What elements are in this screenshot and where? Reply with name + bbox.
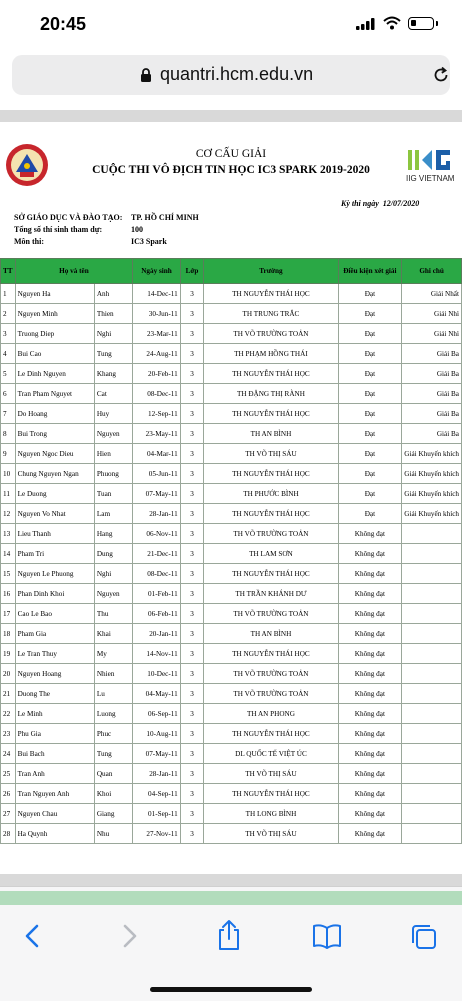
table-row (1, 584, 462, 604)
date-of-birth-cell: 21-Dec-11 (133, 544, 180, 564)
note-cell (402, 824, 462, 844)
row-number-cell: 17 (1, 604, 16, 624)
first-name-cell: My (94, 644, 132, 664)
table-row (1, 604, 462, 624)
last-name-cell: Truong Diep (15, 324, 94, 344)
school-cell: TH VÕ TRƯỜNG TOẢN (204, 324, 338, 344)
header-note: Ghi chú (402, 259, 462, 284)
row-number-cell: 1 (1, 284, 16, 304)
last-name-cell: Bui Trong (15, 424, 94, 444)
row-number-cell: 6 (1, 384, 16, 404)
browser-toolbar (0, 886, 462, 1001)
row-number-cell: 5 (1, 364, 16, 384)
grade-cell: 3 (180, 524, 204, 544)
grade-cell: 3 (180, 424, 204, 444)
last-name-cell: Bui Bach (15, 744, 94, 764)
table-row (1, 464, 462, 484)
bookmarks-icon[interactable] (312, 923, 342, 949)
table-row (1, 784, 462, 804)
info-label-department: SỞ GIÁO DỤC VÀ ĐÀO TẠO: (14, 213, 123, 222)
condition-cell: Không đạt (338, 764, 402, 784)
condition-cell: Không đạt (338, 544, 402, 564)
grade-cell: 3 (180, 584, 204, 604)
school-cell: TH PHƯỚC BÌNH (204, 484, 338, 504)
note-cell: Giải Khuyến khích (402, 444, 462, 464)
date-of-birth-cell: 06-Nov-11 (133, 524, 180, 544)
exam-date (341, 199, 419, 208)
table-row (1, 564, 462, 584)
grade-cell: 3 (180, 404, 204, 424)
next-page-peek (0, 891, 462, 905)
table-row (1, 424, 462, 444)
school-cell: TH VÕ THỊ SÁU (204, 444, 338, 464)
first-name-cell: Hang (94, 524, 132, 544)
school-cell: TH LAM SƠN (204, 544, 338, 564)
note-cell (402, 564, 462, 584)
grade-cell: 3 (180, 704, 204, 724)
date-of-birth-cell: 07-May-11 (133, 744, 180, 764)
date-of-birth-cell: 27-Nov-11 (133, 824, 180, 844)
table-row (1, 544, 462, 564)
last-name-cell: Nguyen Hoang (15, 664, 94, 684)
school-cell: TH NGUYỄN THÁI HỌC (204, 464, 338, 484)
condition-cell: Đạt (338, 424, 402, 444)
first-name-cell: Thien (94, 304, 132, 324)
exam-date-label: Kỳ thi ngày (341, 199, 379, 208)
condition-cell: Không đạt (338, 724, 402, 744)
last-name-cell: Pham Gia (15, 624, 94, 644)
last-name-cell: Nguyen Chau (15, 804, 94, 824)
header-grade: Lớp (180, 259, 204, 284)
table-row (1, 484, 462, 504)
note-cell: Giải Khuyến khích (402, 464, 462, 484)
table-header-row (1, 259, 462, 284)
table-row (1, 404, 462, 424)
last-name-cell: Do Hoang (15, 404, 94, 424)
last-name-cell: Le Duong (15, 484, 94, 504)
info-label-participants: Tổng số thí sinh tham dự: (14, 225, 103, 234)
header-dob: Ngày sinh (133, 259, 180, 284)
school-cell: TH NGUYỄN THÁI HỌC (204, 284, 338, 304)
date-of-birth-cell: 30-Jun-11 (133, 304, 180, 324)
info-label-subject: Môn thi: (14, 237, 44, 246)
row-number-cell: 14 (1, 544, 16, 564)
condition-cell: Không đạt (338, 644, 402, 664)
row-number-cell: 3 (1, 324, 16, 344)
date-of-birth-cell: 04-Sep-11 (133, 784, 180, 804)
note-cell (402, 804, 462, 824)
grade-cell: 3 (180, 564, 204, 584)
date-of-birth-cell: 24-Aug-11 (133, 344, 180, 364)
grade-cell: 3 (180, 544, 204, 564)
date-of-birth-cell: 20-Jan-11 (133, 624, 180, 644)
last-name-cell: Phu Gia (15, 724, 94, 744)
address-bar[interactable] (12, 55, 450, 95)
table-row (1, 684, 462, 704)
first-name-cell: Dung (94, 544, 132, 564)
first-name-cell: Giang (94, 804, 132, 824)
row-number-cell: 10 (1, 464, 16, 484)
condition-cell: Không đạt (338, 784, 402, 804)
first-name-cell: Huy (94, 404, 132, 424)
row-number-cell: 27 (1, 804, 16, 824)
table-row (1, 444, 462, 464)
reload-icon[interactable] (432, 66, 450, 84)
row-number-cell: 16 (1, 584, 16, 604)
grade-cell: 3 (180, 484, 204, 504)
row-number-cell: 19 (1, 644, 16, 664)
date-of-birth-cell: 01-Sep-11 (133, 804, 180, 824)
date-of-birth-cell: 04-May-11 (133, 684, 180, 704)
school-cell: TH AN PHONG (204, 704, 338, 724)
partner-label: IIG VIETNAM (406, 174, 455, 183)
school-cell: TH VÕ TRƯỜNG TOẢN (204, 684, 338, 704)
condition-cell: Đạt (338, 324, 402, 344)
last-name-cell: Nguyen Vo Nhat (15, 504, 94, 524)
document-title-1: CƠ CẤU GIẢI (195, 148, 267, 160)
status-time: 20:45 (40, 14, 87, 34)
last-name-cell: Nguyen Ngoc Dieu (15, 444, 94, 464)
condition-cell: Không đạt (338, 804, 402, 824)
note-cell (402, 744, 462, 764)
last-name-cell: Le Dinh Nguyen (15, 364, 94, 384)
note-cell (402, 644, 462, 664)
note-cell (402, 624, 462, 644)
last-name-cell: Duong The (15, 684, 94, 704)
date-of-birth-cell: 05-Jun-11 (133, 464, 180, 484)
date-of-birth-cell: 10-Dec-11 (133, 664, 180, 684)
row-number-cell: 23 (1, 724, 16, 744)
grade-cell: 3 (180, 344, 204, 364)
condition-cell: Đạt (338, 304, 402, 324)
last-name-cell: Tran Nguyen Anh (15, 784, 94, 804)
first-name-cell: Khai (94, 624, 132, 644)
row-number-cell: 20 (1, 664, 16, 684)
condition-cell: Đạt (338, 284, 402, 304)
first-name-cell: Khang (94, 364, 132, 384)
url-text[interactable]: quantri.hcm.edu.vn (160, 64, 314, 84)
results-table (0, 258, 462, 844)
school-cell: TH VÕ THỊ SÁU (204, 824, 338, 844)
condition-cell: Đạt (338, 484, 402, 504)
condition-cell: Đạt (338, 404, 402, 424)
last-name-cell: Cao Le Bao (15, 604, 94, 624)
date-of-birth-cell: 28-Jan-11 (133, 504, 180, 524)
first-name-cell: Nhu (94, 824, 132, 844)
document-page (0, 122, 462, 874)
date-of-birth-cell: 14-Nov-11 (133, 644, 180, 664)
last-name-cell: Chung Nguyen Ngan (15, 464, 94, 484)
last-name-cell: Le Minh (15, 704, 94, 724)
tabs-icon[interactable] (410, 923, 438, 951)
info-value-subject: IC3 Spark (131, 237, 167, 246)
school-cell: TH NGUYỄN THÁI HỌC (204, 724, 338, 744)
first-name-cell: Lu (94, 684, 132, 704)
first-name-cell: Nghi (94, 564, 132, 584)
school-cell: DL QUỐC TẾ VIỆT ÚC (204, 744, 338, 764)
row-number-cell: 15 (1, 564, 16, 584)
exam-date-value: 12/07/2020 (382, 199, 420, 208)
note-cell: Giải Ba (402, 364, 462, 384)
note-cell: Giải Khuyến khích (402, 504, 462, 524)
first-name-cell: Nhien (94, 664, 132, 684)
first-name-cell: Quan (94, 764, 132, 784)
row-number-cell: 12 (1, 504, 16, 524)
date-of-birth-cell: 04-Mar-11 (133, 444, 180, 464)
grade-cell: 3 (180, 724, 204, 744)
first-name-cell: Nguyen (94, 424, 132, 444)
table-row (1, 324, 462, 344)
grade-cell: 3 (180, 644, 204, 664)
row-number-cell: 9 (1, 444, 16, 464)
last-name-cell: Tran Pham Nguyet (15, 384, 94, 404)
table-row (1, 724, 462, 744)
first-name-cell: Anh (94, 284, 132, 304)
grade-cell: 3 (180, 764, 204, 784)
grade-cell: 3 (180, 384, 204, 404)
school-cell: TH VÕ THỊ SÁU (204, 764, 338, 784)
table-row (1, 364, 462, 384)
school-cell: TH NGUYỄN THÁI HỌC (204, 504, 338, 524)
school-cell: TH NGUYỄN THÁI HỌC (204, 364, 338, 384)
row-number-cell: 26 (1, 784, 16, 804)
table-row (1, 344, 462, 364)
grade-cell: 3 (180, 364, 204, 384)
condition-cell: Không đạt (338, 524, 402, 544)
condition-cell: Không đạt (338, 664, 402, 684)
grade-cell: 3 (180, 784, 204, 804)
school-cell: TH VÕ TRƯỜNG TOẢN (204, 604, 338, 624)
date-of-birth-cell: 06-Sep-11 (133, 704, 180, 724)
grade-cell: 3 (180, 444, 204, 464)
row-number-cell: 24 (1, 744, 16, 764)
date-of-birth-cell: 20-Feb-11 (133, 364, 180, 384)
first-name-cell: Tung (94, 744, 132, 764)
wifi-icon (383, 16, 401, 30)
school-cell: TH NGUYỄN THÁI HỌC (204, 404, 338, 424)
last-name-cell: Nguyen Ha (15, 284, 94, 304)
header-school: Trường (204, 259, 338, 284)
condition-cell: Không đạt (338, 624, 402, 644)
school-cell: TH NGUYỄN THÁI HỌC (204, 784, 338, 804)
row-number-cell: 25 (1, 764, 16, 784)
grade-cell: 3 (180, 504, 204, 524)
condition-cell: Không đạt (338, 604, 402, 624)
condition-cell: Không đạt (338, 564, 402, 584)
row-number-cell: 28 (1, 824, 16, 844)
grade-cell: 3 (180, 684, 204, 704)
row-number-cell: 2 (1, 304, 16, 324)
school-cell: TH NGUYỄN THÁI HỌC (204, 564, 338, 584)
battery-icon (408, 17, 434, 30)
first-name-cell: Phuong (94, 464, 132, 484)
date-of-birth-cell: 14-Dec-11 (133, 284, 180, 304)
header-tt: TT (1, 259, 16, 284)
grade-cell: 3 (180, 304, 204, 324)
date-of-birth-cell: 23-Mar-11 (133, 324, 180, 344)
condition-cell: Không đạt (338, 824, 402, 844)
school-cell: TH NGUYỄN THÁI HỌC (204, 644, 338, 664)
condition-cell: Không đạt (338, 744, 402, 764)
condition-cell: Không đạt (338, 684, 402, 704)
school-cell: TH VÕ TRƯỜNG TOẢN (204, 664, 338, 684)
row-number-cell: 4 (1, 344, 16, 364)
row-number-cell: 11 (1, 484, 16, 504)
row-number-cell: 22 (1, 704, 16, 724)
date-of-birth-cell: 08-Dec-11 (133, 564, 180, 584)
note-cell: Giải Ba (402, 404, 462, 424)
note-cell (402, 524, 462, 544)
first-name-cell: Nghi (94, 324, 132, 344)
last-name-cell: Nguyen Minh (15, 304, 94, 324)
page-separator-2 (0, 874, 462, 886)
note-cell: Giải Khuyến khích (402, 484, 462, 504)
school-cell: TH TRẦN KHÁNH DƯ (204, 584, 338, 604)
table-row (1, 304, 462, 324)
school-cell: TH LONG BÌNH (204, 804, 338, 824)
row-number-cell: 13 (1, 524, 16, 544)
grade-cell: 3 (180, 804, 204, 824)
row-number-cell: 18 (1, 624, 16, 644)
first-name-cell: Hien (94, 444, 132, 464)
note-cell (402, 784, 462, 804)
grade-cell: 3 (180, 664, 204, 684)
last-name-cell: Lieu Thanh (15, 524, 94, 544)
table-row (1, 284, 462, 304)
table-row (1, 624, 462, 644)
school-cell: TH PHẠM HỒNG THÁI (204, 344, 338, 364)
note-cell (402, 704, 462, 724)
first-name-cell: Cat (94, 384, 132, 404)
note-cell: Giải Nhì (402, 304, 462, 324)
condition-cell: Đạt (338, 444, 402, 464)
note-cell: Giải Ba (402, 384, 462, 404)
school-cell: TH ĐẶNG THỊ RÀNH (204, 384, 338, 404)
note-cell (402, 684, 462, 704)
table-row (1, 764, 462, 784)
last-name-cell: Bui Cao (15, 344, 94, 364)
last-name-cell: Ha Quynh (15, 824, 94, 844)
row-number-cell: 8 (1, 424, 16, 444)
note-cell (402, 724, 462, 744)
grade-cell: 3 (180, 284, 204, 304)
first-name-cell: Khoi (94, 784, 132, 804)
note-cell (402, 544, 462, 564)
school-cell: TH AN BÌNH (204, 624, 338, 644)
first-name-cell: Tuan (94, 484, 132, 504)
note-cell: Giải Ba (402, 344, 462, 364)
info-value-participants: 100 (131, 225, 143, 234)
row-number-cell: 7 (1, 404, 16, 424)
table-row (1, 664, 462, 684)
first-name-cell: Thu (94, 604, 132, 624)
iig-logo (406, 146, 452, 172)
date-of-birth-cell: 12-Sep-11 (133, 404, 180, 424)
date-of-birth-cell: 08-Dec-11 (133, 384, 180, 404)
school-cell: TH TRUNG TRẮC (204, 304, 338, 324)
date-of-birth-cell: 06-Feb-11 (133, 604, 180, 624)
date-of-birth-cell: 28-Jan-11 (133, 764, 180, 784)
condition-cell: Không đạt (338, 584, 402, 604)
signal-icon (356, 18, 376, 30)
first-name-cell: Nguyen (94, 584, 132, 604)
note-cell: Giải Nhất (402, 284, 462, 304)
share-icon[interactable] (216, 919, 242, 951)
status-bar (0, 0, 462, 50)
lock-icon (140, 68, 152, 83)
table-row (1, 804, 462, 824)
table-row (1, 824, 462, 844)
school-cell: TH VÕ TRƯỜNG TOẢN (204, 524, 338, 544)
date-of-birth-cell: 07-May-11 (133, 484, 180, 504)
last-name-cell: Le Tran Thuy (15, 644, 94, 664)
note-cell: Giải Ba (402, 424, 462, 444)
note-cell (402, 604, 462, 624)
grade-cell: 3 (180, 464, 204, 484)
table-row (1, 504, 462, 524)
grade-cell: 3 (180, 744, 204, 764)
table-row (1, 644, 462, 664)
grade-cell: 3 (180, 824, 204, 844)
condition-cell: Đạt (338, 504, 402, 524)
table-row (1, 704, 462, 724)
school-cell: TH AN BÌNH (204, 424, 338, 444)
header-name: Họ và tên (15, 259, 133, 284)
home-indicator (150, 987, 312, 992)
first-name-cell: Luong (94, 704, 132, 724)
first-name-cell: Phuc (94, 724, 132, 744)
date-of-birth-cell: 01-Feb-11 (133, 584, 180, 604)
page-separator (0, 110, 462, 122)
grade-cell: 3 (180, 624, 204, 644)
grade-cell: 3 (180, 324, 204, 344)
table-row (1, 384, 462, 404)
last-name-cell: Pham Tri (15, 544, 94, 564)
note-cell (402, 584, 462, 604)
condition-cell: Đạt (338, 364, 402, 384)
date-of-birth-cell: 10-Aug-11 (133, 724, 180, 744)
condition-cell: Không đạt (338, 704, 402, 724)
note-cell (402, 764, 462, 784)
first-name-cell: Tung (94, 344, 132, 364)
table-row (1, 744, 462, 764)
last-name-cell: Tran Anh (15, 764, 94, 784)
note-cell (402, 664, 462, 684)
info-value-department: TP. HỒ CHÍ MINH (131, 213, 199, 222)
document-title-2: CUỘC THI VÔ ĐỊCH TIN HỌC IC3 SPARK 2019-2020 (92, 164, 370, 176)
forward-icon[interactable] (118, 923, 140, 949)
note-cell: Giải Nhì (402, 324, 462, 344)
back-icon[interactable] (22, 923, 44, 949)
date-of-birth-cell: 23-May-11 (133, 424, 180, 444)
condition-cell: Đạt (338, 384, 402, 404)
table-row (1, 524, 462, 544)
first-name-cell: Lam (94, 504, 132, 524)
grade-cell: 3 (180, 604, 204, 624)
header-condition: Điều kiện xét giải (338, 259, 402, 284)
condition-cell: Đạt (338, 464, 402, 484)
last-name-cell: Nguyen Le Phuong (15, 564, 94, 584)
last-name-cell: Phan Dinh Khoi (15, 584, 94, 604)
condition-cell: Đạt (338, 344, 402, 364)
row-number-cell: 21 (1, 684, 16, 704)
